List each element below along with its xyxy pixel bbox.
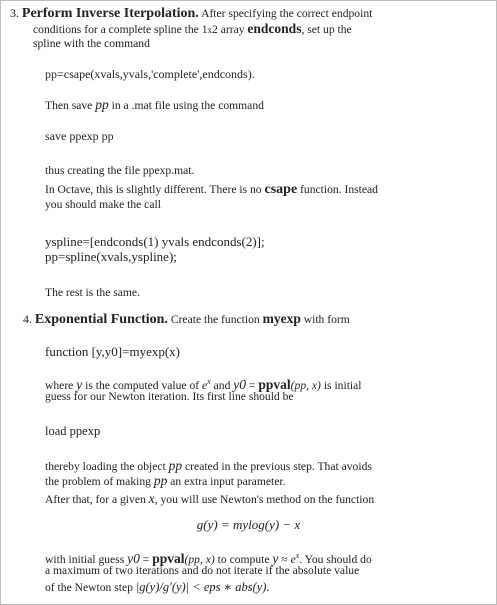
item-3-heading: Perform Inverse Iterpolation.	[21, 6, 199, 21]
item-4-max-line: a maximum of two iterations and do not iterate if the absolute value	[45, 564, 360, 577]
where-args: (pp, x)	[290, 378, 321, 392]
load-c2: an extra input parameter.	[167, 475, 286, 488]
save-b: in a .mat file using the command	[108, 99, 264, 112]
item-4-where-b: guess for our Newton iteration. Its first line should be	[45, 390, 294, 403]
load-c-pp: pp	[153, 473, 168, 488]
octave-a1: In Octave, this is slightly different. There is no	[45, 183, 265, 196]
load-a: thereby loading the object	[45, 460, 169, 473]
code-load: load ppexp	[45, 424, 101, 438]
after-a2: , you will use Newton's method on the function	[154, 493, 375, 506]
step-a: of the Newton step	[45, 581, 136, 594]
item-3-octave-line	[45, 183, 378, 197]
where-y0: y0	[233, 376, 247, 392]
code-save: save ppexp pp	[45, 129, 114, 143]
step-expr: |g(y)/g′(y)| < eps ∗ abs(y).	[135, 580, 270, 594]
item-4-line-1	[23, 312, 350, 327]
init-y: y	[272, 550, 279, 566]
item-3-intro-b2: array	[217, 23, 248, 36]
load-pp: pp	[168, 458, 183, 473]
where-ppval: ppval	[258, 376, 291, 392]
init-a3: to compute	[214, 552, 273, 566]
load-b: created in the previous step. That avoids	[182, 460, 372, 473]
item-3-intro-b1: conditions for a complete spline the 1	[33, 23, 208, 36]
load-c1: the problem of making	[45, 475, 154, 488]
where-a4: =	[246, 378, 259, 392]
dim-x: x	[207, 25, 213, 35]
init-ppval: ppval	[152, 550, 185, 566]
where-a2: is the computed value of	[82, 378, 203, 392]
where-e: e	[202, 378, 208, 392]
where-a5: is initial	[320, 378, 362, 392]
item-3-intro-a: After specifying the correct endpoint	[201, 7, 373, 20]
item-4-load-line	[45, 459, 372, 474]
code-function: function [y,y0]=myexp(x)	[45, 344, 181, 359]
init-a2: =	[139, 552, 153, 566]
save-pp: pp	[95, 97, 109, 112]
init-e: e	[290, 552, 296, 566]
endconds-var: endconds	[247, 21, 302, 36]
item-3-number: 3.	[10, 6, 19, 20]
item-4-intro-a: Create the function	[167, 313, 263, 326]
item-3-octave-b: you should make the call	[45, 198, 161, 211]
init-a1: with initial guess	[45, 552, 128, 566]
item-4-number: 4.	[23, 312, 32, 326]
item-3-thus: thus creating the file ppexp.mat.	[45, 164, 195, 177]
item-3-line-1	[10, 6, 372, 21]
where-a1: where	[45, 378, 77, 392]
item-3-save-line	[45, 98, 264, 113]
csape-func: csape	[264, 182, 298, 197]
where-a3: and	[210, 378, 234, 392]
code-yspline: yspline=[endconds(1) yvals endconds(2)];	[45, 234, 265, 249]
after-a1: After that, for a given	[45, 493, 149, 506]
item-3-intro-b3: , set up the	[301, 23, 352, 36]
item-4-intro-b: with form	[300, 313, 350, 326]
code-csape: pp=csape(xvals,yvals,'complete',endconds).	[45, 67, 255, 81]
octave-a2: function. Instead	[297, 183, 378, 196]
item-4-load-c-line	[45, 474, 285, 489]
item-3-rest: The rest is the same.	[45, 286, 140, 299]
myexp-func: myexp	[262, 311, 301, 326]
save-a: Then save	[45, 99, 96, 112]
after-x: x	[148, 491, 155, 506]
item-3-intro-c: spline with the command	[33, 37, 150, 50]
item-4-after-line	[45, 492, 374, 507]
where-y: y	[76, 376, 83, 392]
item-4-step-line	[45, 580, 270, 595]
newton-equation: g(y) = mylog(y) − x	[196, 517, 301, 532]
code-spline: pp=spline(xvals,yspline);	[45, 249, 177, 264]
item-4-heading: Exponential Function.	[34, 312, 168, 327]
where-e-sup: x	[207, 377, 211, 386]
init-approx: ≈	[278, 552, 291, 566]
item-3-line-2	[33, 22, 352, 37]
dim-2: 2	[212, 23, 218, 36]
init-y0: y0	[127, 550, 140, 566]
init-args: (pp, x)	[184, 552, 215, 566]
init-a4: . You should do	[299, 552, 372, 566]
init-e-sup: x	[295, 551, 300, 560]
